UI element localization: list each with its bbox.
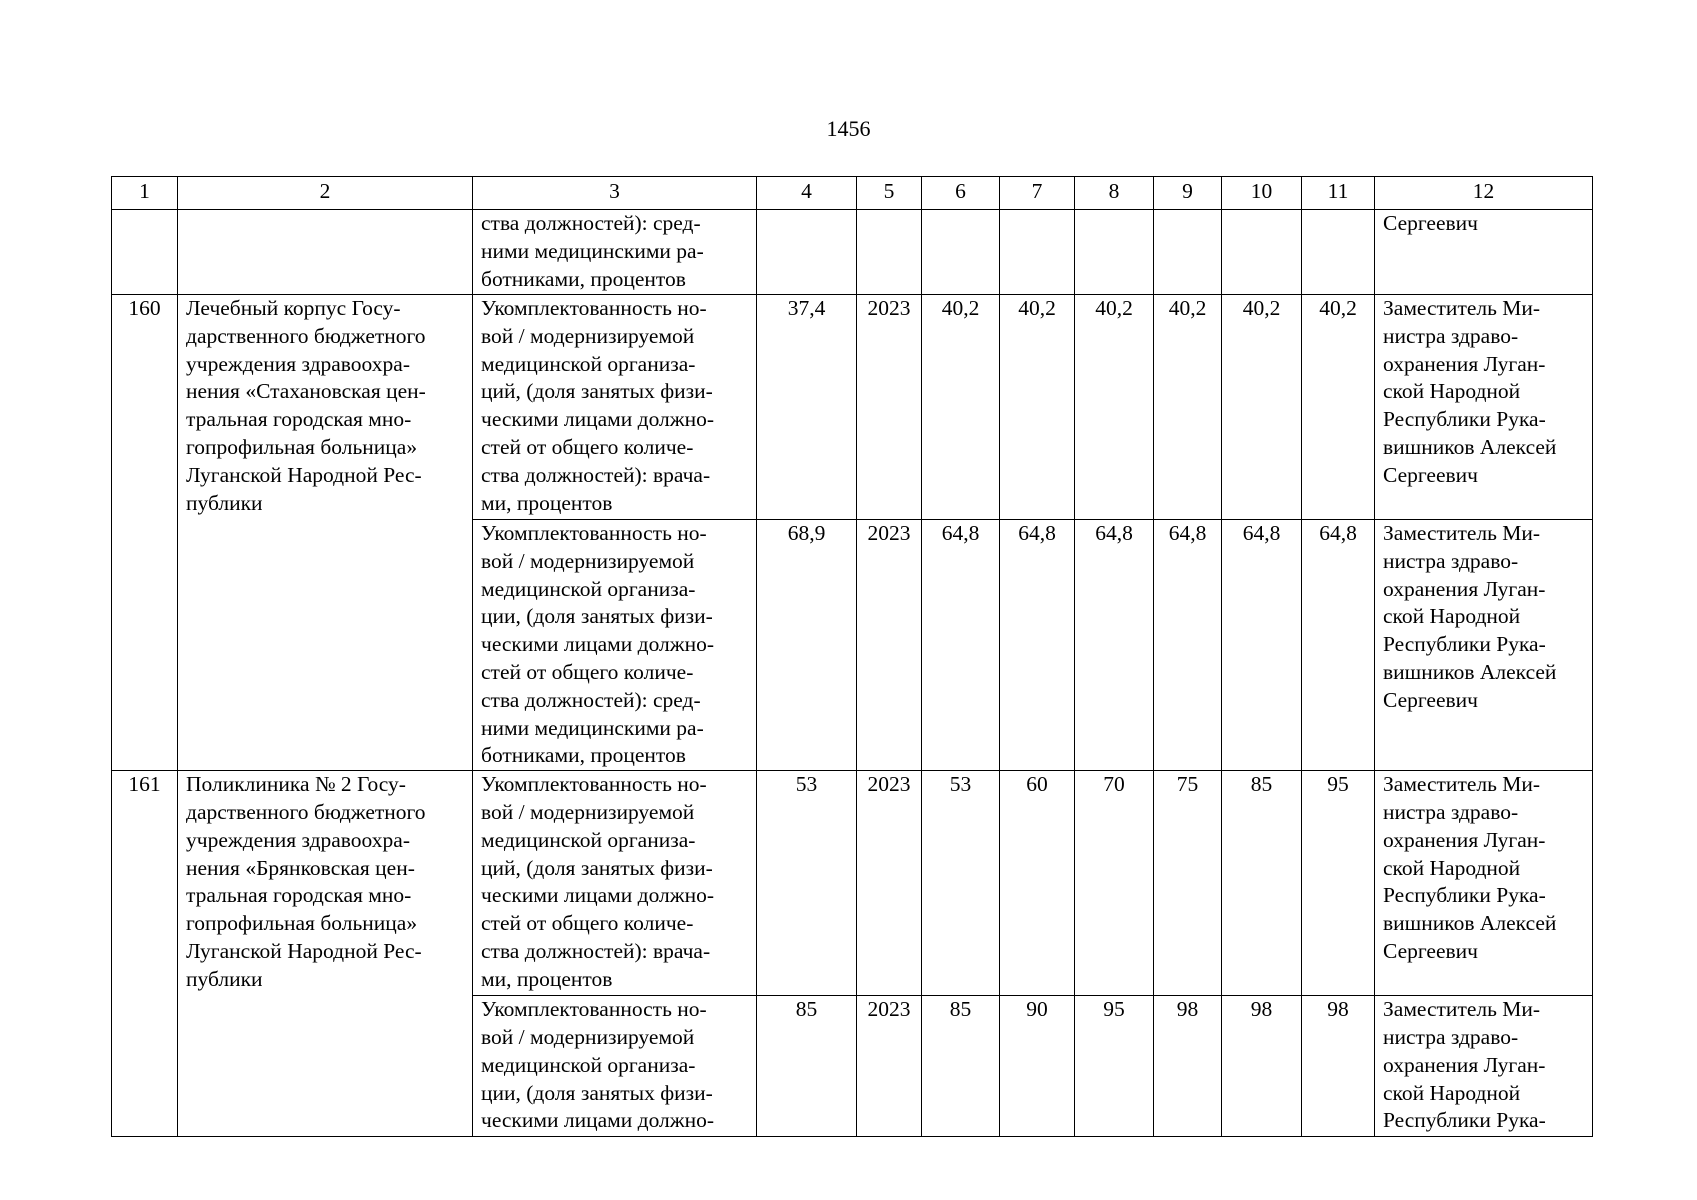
value-cell [1154, 210, 1222, 295]
row-number-cell [112, 210, 178, 295]
object-text: Поликлиника № 2 Госу- дарственного бюджетного учреждения здравоохра- нения «Брянковская цен- тральная городская мно- гопрофильная больница» Луганской Народной Рес- публики [186, 772, 426, 991]
value-cell: 95 [1302, 771, 1375, 996]
column-header: 3 [473, 177, 757, 210]
responsible-cell [1375, 996, 1593, 1137]
responsible-text: Заместитель Ми- нистра здраво- охранения Луган- ской Народной Республики Рука- вишников Алексей Сергеевич [1383, 772, 1557, 963]
object-text: Лечебный корпус Госу- дарственного бюджетного учреждения здравоохра- нения «Стахановская цен- тральная городская мно- гопрофильная больница» Луганской Народной Рес- публики [186, 296, 426, 515]
indicator-text: Укомплектованность но- вой / модернизируемой медицинской организа- ции, (доля занятых физи- ческими лицами должно- [481, 997, 715, 1133]
value-cell: 85 [757, 996, 857, 1137]
value-cell: 85 [922, 996, 1000, 1137]
value-cell: 68,9 [757, 520, 857, 771]
value-cell: 95 [1075, 996, 1154, 1137]
value-cell: 2023 [857, 295, 922, 520]
value-cell: 40,2 [1075, 295, 1154, 520]
value-cell [1000, 210, 1075, 295]
value-cell [857, 210, 922, 295]
column-header: 5 [857, 177, 922, 210]
value-cell: 40,2 [1000, 295, 1075, 520]
column-header: 7 [1000, 177, 1075, 210]
responsible-cell [1375, 771, 1593, 996]
value-cell: 60 [1000, 771, 1075, 996]
page-number: 1456 [826, 116, 871, 141]
value-cell: 53 [922, 771, 1000, 996]
column-header: 10 [1222, 177, 1302, 210]
table-row [112, 295, 1593, 520]
value-cell: 53 [757, 771, 857, 996]
value-cell [1302, 210, 1375, 295]
value-cell: 75 [1154, 771, 1222, 996]
responsible-cell [1375, 210, 1593, 295]
table-row [112, 771, 1593, 996]
column-header: 11 [1302, 177, 1375, 210]
indicator-text: ства должностей): сред- ними медицинскими ра- ботниками, процентов [481, 211, 704, 291]
value-cell: 64,8 [1154, 520, 1222, 771]
value-cell [757, 210, 857, 295]
column-header: 4 [757, 177, 857, 210]
indicator-text: Укомплектованность но- вой / модернизируемой медицинской организа- ций, (доля занятых физи- ческими лицами должно- стей от общего количе- ства должностей): врача- ми, процентов [481, 296, 715, 515]
object-cell [178, 295, 473, 771]
indicator-cell [473, 996, 757, 1137]
row-number-cell: 160 [112, 295, 178, 771]
column-header: 12 [1375, 177, 1593, 210]
indicator-text: Укомплектованность но- вой / модернизируемой медицинской организа- ции, (доля занятых физи- ческими лицами должно- стей от общего количе- ства должностей): сред- ними медицинскими ра- ботниками, процентов [481, 521, 715, 768]
column-header: 1 [112, 177, 178, 210]
value-cell: 40,2 [1222, 295, 1302, 520]
responsible-text: Сергеевич [1383, 211, 1478, 235]
value-cell: 70 [1075, 771, 1154, 996]
value-cell: 85 [1222, 771, 1302, 996]
value-cell [1222, 210, 1302, 295]
indicator-cell [473, 210, 757, 295]
value-cell: 64,8 [1222, 520, 1302, 771]
column-header: 9 [1154, 177, 1222, 210]
indicator-cell [473, 295, 757, 520]
value-cell: 2023 [857, 771, 922, 996]
value-cell: 98 [1222, 996, 1302, 1137]
indicator-cell [473, 520, 757, 771]
value-cell: 2023 [857, 996, 922, 1137]
value-cell: 90 [1000, 996, 1075, 1137]
object-cell [178, 210, 473, 295]
indicator-text: Укомплектованность но- вой / модернизируемой медицинской организа- ций, (доля занятых физи- ческими лицами должно- стей от общего количе- ства должностей): врача- ми, процентов [481, 772, 715, 991]
value-cell: 40,2 [1302, 295, 1375, 520]
table-header-row [112, 177, 1593, 210]
responsible-cell [1375, 520, 1593, 771]
value-cell [1075, 210, 1154, 295]
value-cell [922, 210, 1000, 295]
value-cell: 64,8 [1075, 520, 1154, 771]
column-header: 8 [1075, 177, 1154, 210]
value-cell: 98 [1302, 996, 1375, 1137]
responsible-text: Заместитель Ми- нистра здраво- охранения Луган- ской Народной Республики Рука- [1383, 997, 1546, 1133]
column-header: 2 [178, 177, 473, 210]
value-cell: 2023 [857, 520, 922, 771]
value-cell: 64,8 [1000, 520, 1075, 771]
value-cell: 64,8 [1302, 520, 1375, 771]
table-row [112, 210, 1593, 295]
responsible-cell [1375, 295, 1593, 520]
value-cell: 64,8 [922, 520, 1000, 771]
value-cell: 40,2 [922, 295, 1000, 520]
value-cell: 98 [1154, 996, 1222, 1137]
responsible-text: Заместитель Ми- нистра здраво- охранения Луган- ской Народной Республики Рука- вишников Алексей Сергеевич [1383, 296, 1557, 487]
value-cell: 40,2 [1154, 295, 1222, 520]
data-table [111, 176, 1593, 1137]
value-cell: 37,4 [757, 295, 857, 520]
indicator-cell [473, 771, 757, 996]
column-header: 6 [922, 177, 1000, 210]
object-cell [178, 771, 473, 1137]
row-number-cell: 161 [112, 771, 178, 1137]
responsible-text: Заместитель Ми- нистра здраво- охранения Луган- ской Народной Республики Рука- вишников Алексей Сергеевич [1383, 521, 1557, 712]
